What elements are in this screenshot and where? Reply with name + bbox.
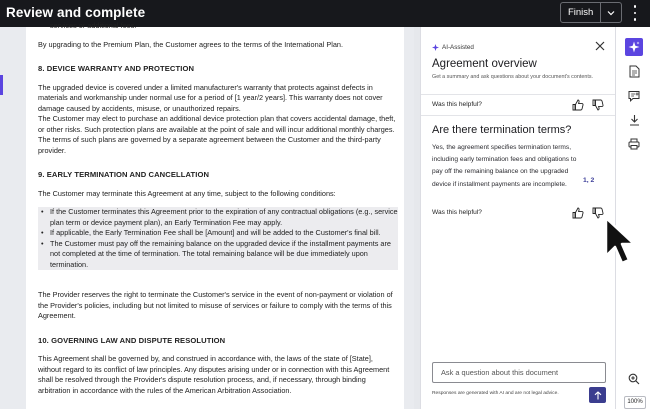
feedback-label: Was this helpful? <box>432 101 482 108</box>
document-page <box>26 21 404 409</box>
page-indicator <box>0 75 3 95</box>
list-item: • If applicable, the Early Termination Fee shall be [Amount] and will be added to the Customer's final bill. <box>38 228 398 239</box>
send-button[interactable] <box>589 387 606 403</box>
answer-text: Yes, the agreement specifies termination terms, including early termination fees and obligations to pay off the remaining balance on the upgraded device if installment payments are incomplete. <box>432 144 577 188</box>
list-item: • If the Customer terminates this Agreement prior to the expiration of any contractual obligations (e.g., service plan term or device payment plan), an Early Termination Fee may apply. <box>38 207 398 228</box>
ask-question-input[interactable]: Ask a question about this document <box>432 362 606 383</box>
thumbs-down-icon[interactable] <box>592 99 604 111</box>
document-viewer <box>0 21 414 409</box>
list-item: • The Customer must pay off the remaining balance on the upgraded device if the installment payments are not completed at the time of termination. The total remaining balance will be due immediately upon termination. <box>38 239 398 271</box>
sparkle-icon <box>628 41 640 53</box>
document-text: services or additional fees. <box>50 21 137 30</box>
ai-assistant-panel <box>420 27 615 409</box>
app-title: Review and complete <box>6 5 146 20</box>
section-heading: 10. GOVERNING LAW AND DISPUTE RESOLUTION <box>38 335 226 345</box>
divider <box>421 94 615 95</box>
finish-button[interactable]: Finish <box>561 3 601 22</box>
document-text: The upgraded device is covered under a limited manufacturer's warranty that protects against defects in materials and workmanship under normal use for a period of [1 year/2 years]. This warranty does not cover damage caused by accidents, misuse, or unauthorized repairs. <box>38 82 383 113</box>
document-text: The Customer may terminate this Agreement at any time, subject to the following conditions: <box>38 188 336 198</box>
comment-add-icon <box>628 90 640 102</box>
highlighted-list <box>38 207 398 270</box>
panel-subtitle: Get a summary and ask questions about your document's contents. <box>432 74 594 80</box>
thumbs-up-icon[interactable] <box>572 99 584 111</box>
question-text: Are there termination terms? <box>432 124 572 136</box>
printer-icon <box>628 138 640 150</box>
close-icon[interactable] <box>594 40 606 52</box>
comments-button[interactable] <box>625 87 643 105</box>
document-text: This Agreement shall be governed by, and construed in accordance with, the laws of the state of [State], without regard to its conflict of law principles. Any disputes arising under or in connection with this Agreement shall be resolved through the Provider's dispute resolution process, and, if necessary, through binding arbitration in accordance with the rules of the American Arbitration Association. <box>38 354 390 395</box>
sparkle-icon <box>432 44 439 51</box>
ai-assisted-label: AI-Assisted <box>442 44 474 51</box>
mouse-cursor-icon <box>603 216 639 268</box>
more-options-icon[interactable] <box>628 5 642 21</box>
zoom-level[interactable]: 100% <box>624 396 646 409</box>
document-button[interactable] <box>625 62 643 80</box>
section-heading: 9. EARLY TERMINATION AND CANCELLATION <box>38 170 210 179</box>
ai-assisted-badge <box>432 44 474 51</box>
divider <box>421 115 615 116</box>
document-text: By upgrading to the Premium Plan, the Customer agrees to the terms of the International Plan. <box>38 39 344 49</box>
document-icon <box>629 65 640 78</box>
print-button[interactable] <box>625 135 643 153</box>
feedback-label: Was this helpful? <box>432 209 482 216</box>
zoom-in-button[interactable] <box>625 370 643 388</box>
finish-button-group <box>560 2 622 23</box>
document-text: The Provider reserves the right to terminate the Customer's service in the event of non-payment or violation of the Provider's policies, including but not limited to misuse of services or failure to comply with the terms of this Agreement. <box>38 290 393 320</box>
ai-disclaimer: Responses are generated with AI and are not legal advice. <box>432 391 559 396</box>
finish-options-button[interactable] <box>601 3 621 22</box>
arrow-up-icon <box>594 391 602 400</box>
document-text: The Customer may elect to purchase an additional device protection plan that covers accidental damage, theft, or other risks. Such protection plans are available at the point of sale and will incur additional monthly charges. The terms of such plans are governed by a separate agreement between the Customer and the third-party provider. <box>38 114 396 155</box>
section-heading: 8. DEVICE WARRANTY AND PROTECTION <box>38 64 195 73</box>
citation-links[interactable]: 1, 2 <box>583 177 595 184</box>
panel-title: Agreement overview <box>432 58 537 70</box>
zoom-in-icon <box>628 373 640 385</box>
download-icon <box>629 114 640 126</box>
ai-assistant-button[interactable] <box>625 38 643 56</box>
download-button[interactable] <box>625 111 643 129</box>
thumbs-up-icon[interactable] <box>572 207 584 219</box>
chevron-down-icon <box>607 10 615 16</box>
